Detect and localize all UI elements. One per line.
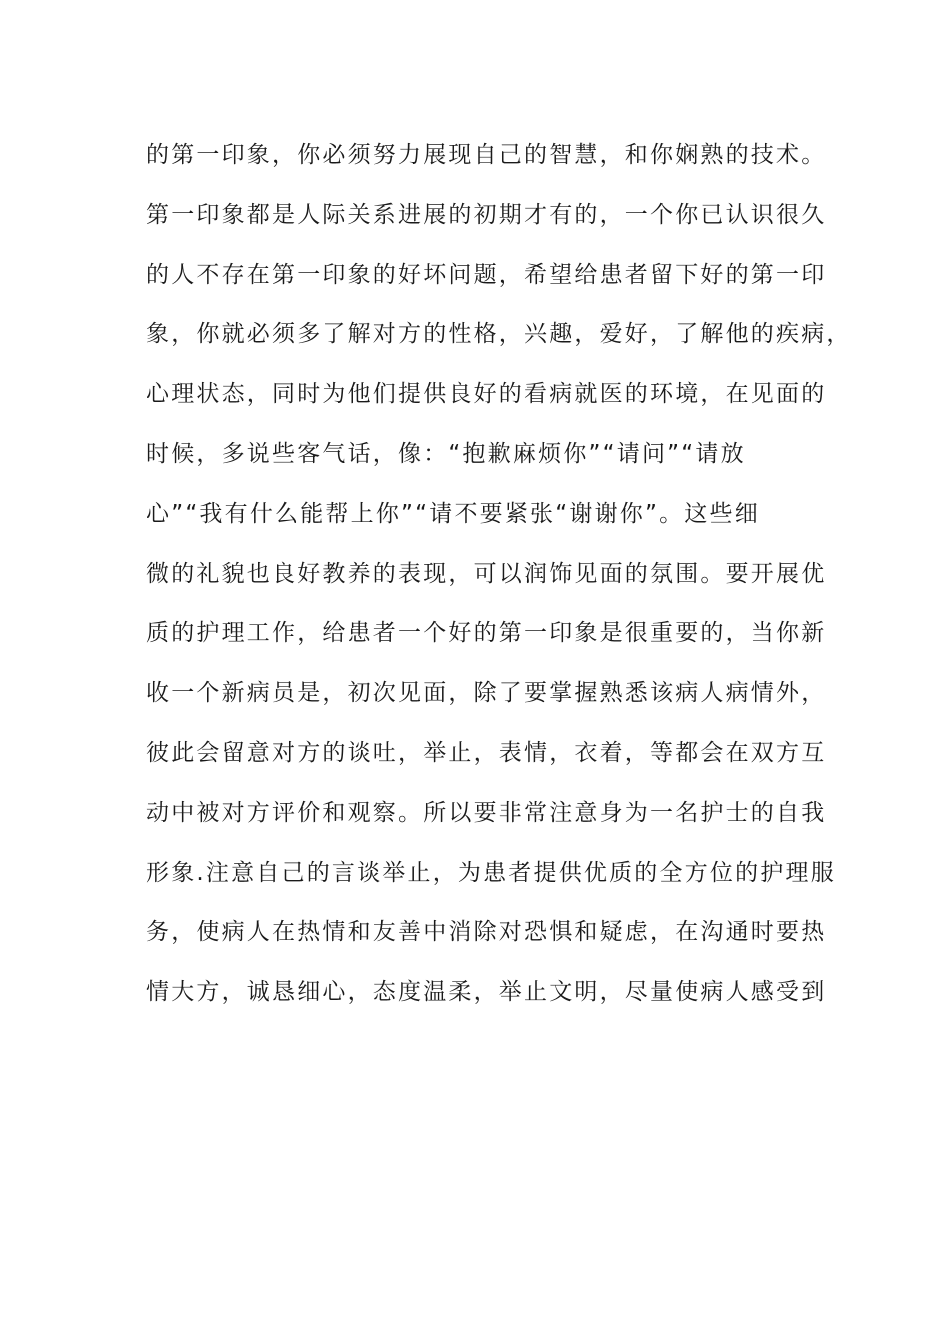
body-text xyxy=(146,126,852,1023)
text-line: 的人不存在第一印象的好坏问题，希望给患者留下好的第一印 xyxy=(146,261,827,288)
text-line: 情大方，诚恳细心，态度温柔，举止文明，尽量使病人感受到 xyxy=(146,979,827,1006)
text-line: 收一个新病员是，初次见面，除了要掌握熟悉该病人病情外， xyxy=(146,680,827,707)
text-line: 形象.注意自己的言谈举止，为患者提供优质的全方位的护理服 xyxy=(146,859,836,886)
text-line: 心”“我有什么能帮上你”“请不要紧张“谢谢你”。这些细 xyxy=(146,500,760,527)
text-line: 彼此会留意对方的谈吐，举止，表情，衣着，等都会在双方互 xyxy=(146,739,827,766)
text-line: 第一印象都是人际关系进展的初期才有的，一个你已认识很久 xyxy=(146,201,827,228)
text-line: 时候，多说些客气话，像：“抱歉麻烦你”“请问”“请放 xyxy=(146,440,746,467)
text-line: 微的礼貌也良好教养的表现，可以润饰见面的氛围。要开展优 xyxy=(146,560,827,587)
text-line: 动中被对方评价和观察。所以要非常注意身为一名护士的自我 xyxy=(146,799,827,826)
text-line: 质的护理工作，给患者一个好的第一印象是很重要的，当你新 xyxy=(146,620,827,647)
text-line: 象，你就必须多了解对方的性格，兴趣，爱好，了解他的疾病， xyxy=(146,321,852,348)
text-line: 的第一印象，你必须努力展现自己的智慧，和你娴熟的技术。 xyxy=(146,142,827,168)
text-line: 务，使病人在热情和友善中消除对恐惧和疑虑，在沟通时要热 xyxy=(146,919,827,946)
text-line: 心理状态，同时为他们提供良好的看病就医的环境，在见面的 xyxy=(146,381,827,408)
